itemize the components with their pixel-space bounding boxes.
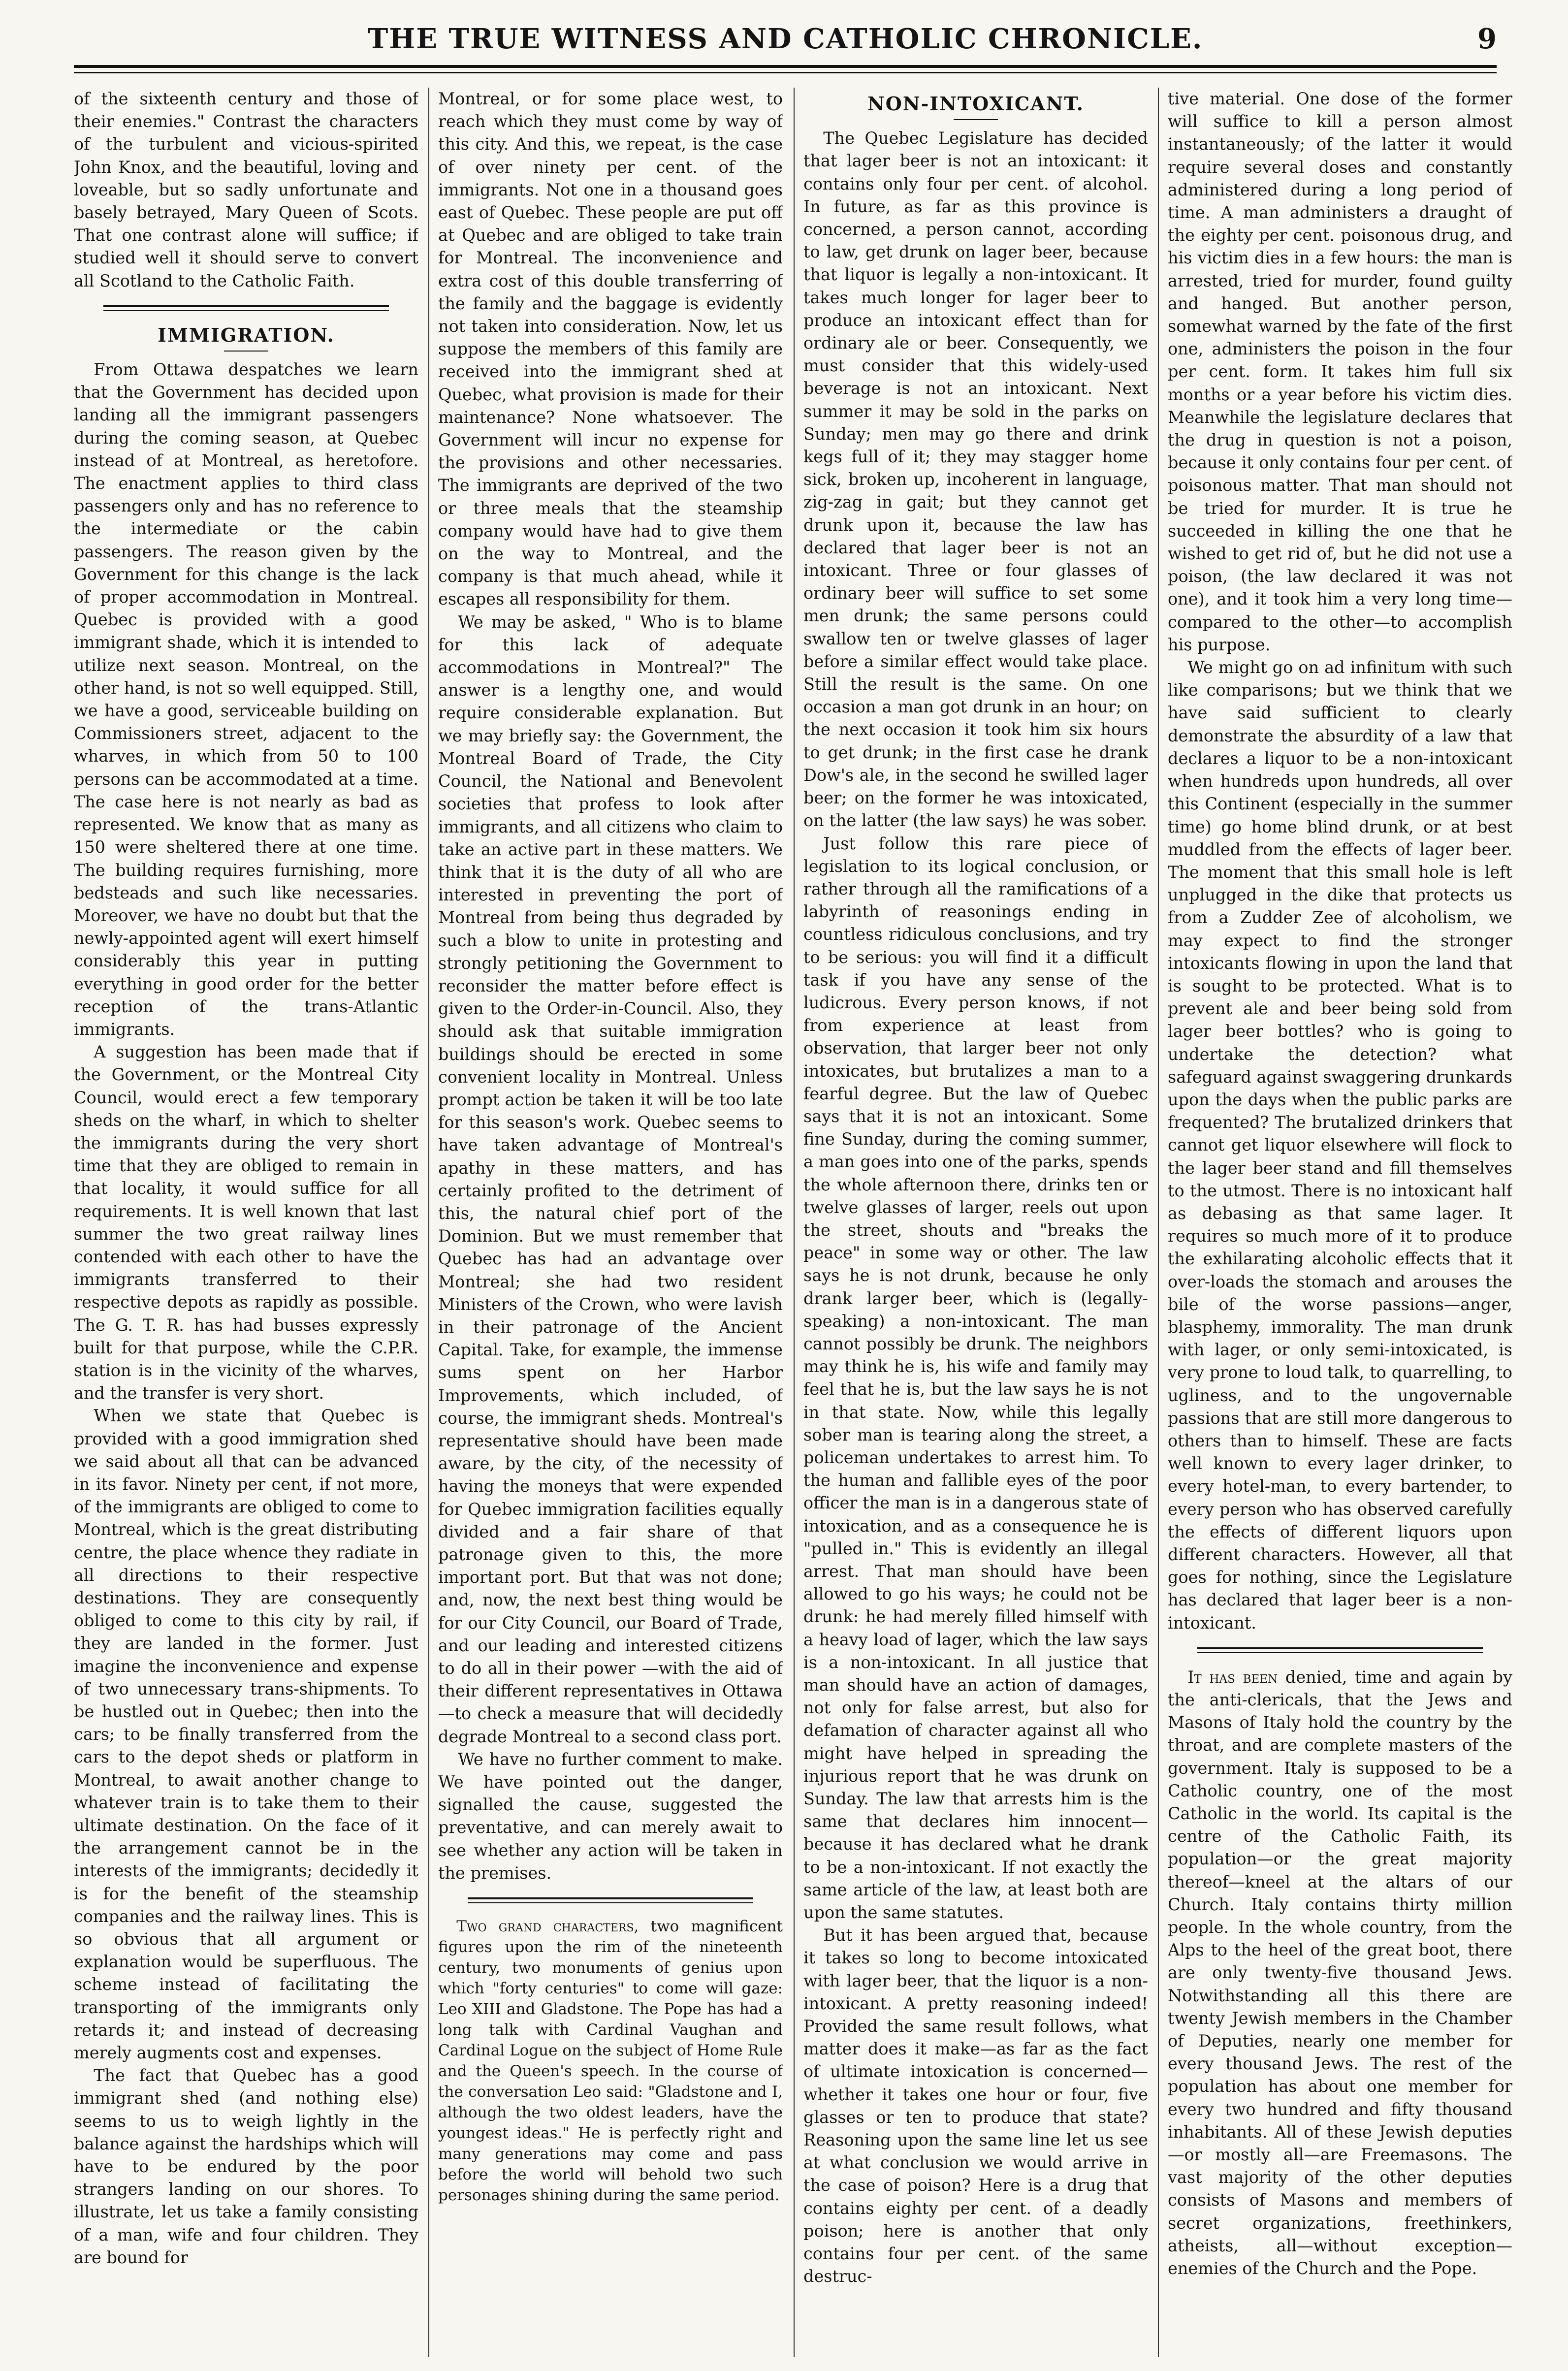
header-rule [74, 65, 1497, 68]
column-4 [1168, 88, 1512, 2357]
paragraph-body: denied, time and again by the anti-clericals, that the Jews and Masons of Italy hold the country by the throat, and are complete masters of the government. Italy is supposed to be a Catholic country, one of the most Catholic in the world. Its capital is the centre of the Catholic Faith, its population—or the great majority thereof—kneel at the altars of our Church. Italy contains thirty million people. In the whole country, from the Alps to the heel of the great boot, there are only twenty-five thousand Jews. Notwithstanding all this there are twenty Jewish members in the Chamber of Deputies, nearly one member for every thousand Jews. The rest of the population has about one member for every two hundred and fifty thousand inhabitants. All of these Jewish deputies—or mostly all—are Freemasons. The vast majority of the other deputies consists of Masons and members of secret organizations, freethinkers, atheists, all—without exception—enemies of the Church and the Pope. [1168, 1667, 1512, 2278]
paragraph: Just follow this rare piece of legislation to its logical conclusion, or rather through all the ramifications of a labyrinth of reasonings ending in countless ridiculous conclusions, and try to be serious: you will find it a difficult task if you have any sense of the ludicrous. Every person knows, if not from experience at least from observation, that larger beer not only intoxicates, but brutalizes a man to a fearful degree. But the law of Quebec says that it is not an intoxicant. Some fine Sunday, during the coming summer, a man goes into one of the parks, spends the whole afternoon there, drinks ten or twelve glasses of larger, reels out upon the street, shouts and "breaks the peace" in some way or other. The law says he is not drunk, because he only drank larger beer, which is (legally-speaking) a non-intoxicant. The man cannot possibly be drunk. The neighbors may think he is, his wife and family may feel that he is, but the law says he is not in that state. Now, while this legally sober man is tearing along the street, a policeman undertakes to arrest him. To the human and fallible eyes of the poor officer the man is in a dangerous state of intoxication, and as a consequence he is "pulled in." This is evidently an illegal arrest. That man should have been allowed to go his ways; he could not be drunk: he had merely filled himself with a heavy load of lager, which the law says is a non-intoxicant. In all justice that man should have an action of damages, not only for false arrest, but also for defamation of character against all who might have helped in spreading the injurious report that he was drunk on Sunday. The law that arrests him is the same that declares him innocent—because it has declared what he drank to be a non-intoxicant. If not exactly the same article of the law, at least both are upon the same statutes. [803, 833, 1148, 1922]
column-2 [438, 88, 783, 2357]
column-divider [428, 88, 429, 2357]
paragraph: A suggestion has been made that if the Government, or the Montreal City Council, would erect a few temporary sheds on the wharf, in which to shelter the immigrants during the very short time that they are obliged to remain in that locality, it would suffice for all requirements. It is well known that last summer the two great railway lines contended with each other to have the immigrants transferred to their respective depots as rapidly as possible. The G. T. R. has had busses expressly built for that purpose, while the C.P.R. station is in the vicinity of the wharves, and the transfer is very short. [74, 1042, 418, 1403]
page-number: 9 [1477, 23, 1497, 55]
column-1 [74, 88, 418, 2357]
paragraph: We might go on ad infinitum with such like comparisons; but we think that we have said sufficient to clearly demonstrate the absurdity of a law that declares a liquor to be a non-intoxicant when hundreds upon hundreds, all over this Continent (especially in the summer time) go home blind drunk, or at best muddled from the effects of lager beer. The moment that this small hole is left unplugged in the dike that protects us from a Zudder Zee of alcoholism, we may expect to find the stronger intoxicants flowing in upon the land that is sought to be protected. What is to prevent ale and beer being sold from lager beer bottles? who is going to undertake the detection? what safeguard against swaggering drunkards upon the days when the public parks are frequented? The brutalized drinkers that cannot get liquor elsewhere will flock to the lager beer stand and fill themselves to the utmost. There is no intoxicant half as debasing as that same lager. It requires so much more of it to produce the exhilarating alcoholic effects that it over-loads the stomach and arouses the bile of the worse passions—anger, blasphemy, immorality. The man drunk with lager, or only semi-intoxicated, is very prone to loud talk, to quarrelling, to ugliness, and to the ungovernable passions that are still more dangerous to others than to himself. These are facts well known to every lager drinker, to every hotel-man, to every bartender, to every person who has observed carefully the effects of different liquors upon different characters. However, all that goes for nothing, since the Legislature has declared that lager beer is a non-intoxicant. [1168, 658, 1512, 1633]
column-divider [1158, 88, 1159, 2357]
article-heading-non-intoxicant: NON-INTOXICANT. [867, 93, 1084, 115]
paragraph: From Ottawa despatches we learn that the Government has decided upon landing all the immigrant passengers during the coming season, at Quebec instead of at Montreal, as heretofore. The enactment applies to third class passengers only and has no reference to the intermediate or the cabin passengers. The reason given by the Government for this change is the lack of proper accommodation in Montreal. Quebec is provided with a good immigrant shade, which it is intended to utilize next season. Montreal, on the other hand, is not so well equipped. Still, we have a good, serviceable building on Commissioners street, adjacent to the wharves, in which from 50 to 100 persons can be accommodated at a time. The case here is not nearly as bad as represented. We know that as many as 150 were sheltered there at one time. The building requires furnishing, more bedsteads and such like necessaries. Moreover, we have no doubt but that the newly-appointed agent will exert himself considerably this year in putting everything in good order for the better reception of the trans-Atlantic immigrants. [74, 360, 418, 1039]
lead-in: It has been [1187, 1667, 1278, 1687]
newspaper-title: THE TRUE WITNESS AND CATHOLIC CHRONICLE. [367, 23, 1203, 55]
heading-rule [954, 119, 998, 120]
paragraph: When we state that Quebec is provided with a good immigration shed we said about all that can be advanced in its favor. Ninety per cent, if not more, of the immigrants are obliged to come to Montreal, which is the great distributing centre, the place whence they radiate in all directions to their respective destinations. They are consequently obliged to come to this city by rail, if they are landed in the former. Just imagine the inconvenience and expense of two unnecessary trans-shipments. To be hustled out in Quebec; then into the cars; to be finally transferred from the cars to the depot sheds or platform in Montreal, to await another change to whatever train is to take them to their ultimate destination. On the face of it the arrangement cannot be in the interests of the immigrants; decidedly it is for the benefit of the steamship companies and the railway lines. This is so obvious that all argument or explanation would be superfluous. The scheme instead of facilitating the transporting of the immigrants only retards it; and instead of decreasing merely augments cost and expenses. [74, 1406, 418, 2063]
column-divider [794, 88, 795, 2357]
column-3 [803, 88, 1148, 2357]
paragraph-italy [1168, 1666, 1512, 2280]
paragraph: But it has been argued that, because it takes so long to become intoxicated with lager beer, that the liquor is a non-intoxicant. A pretty reasoning indeed! Provided the same result follows, what matter does it make—as far as the fact of ultimate intoxication is concerned—whether it takes one hour or four, five glasses or ten to produce that state? Reasoning upon the same line let us see at what conclusion we would arrive in the case of poison? Here is a drug that contains eighty per cent. of a deadly poison; here is another that only contains four per cent. of the same destruc- [803, 1925, 1148, 2286]
section-separator [468, 1897, 753, 1903]
paragraph-two-grand-characters [438, 1916, 783, 2206]
paragraph: We have no further comment to make. We have pointed out the danger, signalled the cause, suggested the preventative, and can merely await to see whether any action will be taken in the premises. [438, 1749, 783, 1883]
paragraph: tive material. One dose of the former will suffice to kill a person almost instantaneously; of the latter it would require several doses and constantly administered during a long period of time. A man administers a draught of the eighty per cent. poisonous drug, and his victim dies in a few hours: the man is arrested, tried for murder, found guilty and hanged. But another person, somewhat warned by the fate of the first one, administers the poison in the four per cent. form. It takes him full six months or a year before his victim dies. Meanwhile the legislature declares that the drug in question is not a poison, because it only contains four per cent. of poisonous matter. That man should not be tried for murder. It is true he succeeded in killing the one that he wished to get rid of, but he did not use a poison, (the law declared it was not one), and it took him a very long time—compared to the other—to accomplish his purpose. [1168, 89, 1512, 654]
heading-rule [224, 351, 268, 352]
paragraph: Montreal, or for some place west, to reach which they must come by way of this city. And this, we repeat, is the case of over ninety per cent. of the immigrants. Not one in a thousand goes east of Quebec. These people are put off at Quebec and are obliged to take train for Montreal. The inconvenience and extra cost of this double transferring of the family and the baggage is evidently not taken into consideration. Now, let us suppose the members of this family are received into the immigrant shed at Quebec, what provision is made for their maintenance? None whatsoever. The Government will incur no expense for the provisions and other necessaries. The immigrants are deprived of the two or three meals that the steamship company would have had to give them on the way to Montreal, and the company is that much ahead, while it escapes all responsibility for them. [438, 89, 783, 609]
paragraph: The Quebec Legislature has decided that lager beer is not an intoxicant: it contains only four per cent. of alcohol. In future, as far as this province is concerned, a person cannot, according to law, get drunk on lager beer, because that liquor is legally a non-intoxicant. It takes much longer for lager beer to produce an intoxicant effect than for ordinary ale or beer. Consequently, we must consider that this widely-used beverage is not an intoxicant. Next summer it may be sold in the parks on Sunday; men may go there and drink kegs full of it; they may stagger home sick, broken up, incoherent in language, zig-zag in gait; but they cannot get drunk upon it, because the law has declared that lager beer is not an intoxicant. Three or four glasses of ordinary beer will suffice to set some men drunk; the same persons could swallow ten or twelve glasses of lager before a similar effect would take place. Still the result is the same. On one occasion a man got drunk in an hour; on the next occasion it took him six hours to get drunk; in the first case he drank Dow's ale, in the second he swilled lager beer; on the former he was intoxicated, on the latter (the law says) he was sober. [803, 128, 1148, 831]
lead-in: Two grand characters, [456, 1918, 639, 1936]
article-heading-immigration: IMMIGRATION. [158, 323, 335, 346]
paragraph-body: two magnificent figures upon the rim of the nineteenth century, two monuments of genius upon which "forty centuries" to come will gaze: Leo XIII and Gladstone. The Pope has had a long talk with Cardinal Vaughan and Cardinal Logue on the subject of Home Rule and the Queen's speech. In the course of the conversation Leo said: "Gladstone and I, although the two oldest leaders, have the youngest ideas." He is perfectly right and many generations may come and pass before the world will behold two such personages shining during the same period. [438, 1918, 783, 2205]
section-separator [1197, 1647, 1483, 1653]
header-rule-thin [74, 72, 1497, 73]
page-header [74, 17, 1497, 61]
article-continuation: of the sixteenth century and those of their enemies." Contrast the characters of the turbulent and vicious-spirited John Knox, and the beautiful, loving and loveable, but so sadly unfortunate and basely betrayed, Mary Queen of Scots. That one contrast alone will suffice; if studied well it should serve to convert all Scotland to the Catholic Faith. [74, 89, 418, 290]
paragraph: The fact that Quebec has a good immigrant shed (and nothing else) seems to us to weigh lightly in the balance against the hardships which will have to be endured by the poor strangers landing on our shores. To illustrate, let us take a family consisting of a man, wife and four children. They are bound for [74, 2066, 418, 2267]
paragraph: We may be asked, " Who is to blame for this lack of adequate accommodations in Montreal?" The answer is a lengthy one, and would require considerable explanation. But we may briefly say: the Government, the Montreal Board of Trade, the City Council, the National and Benevolent societies that profess to look after immigrants, and all citizens who claim to take an active part in these matters. We think that it is the duty of all who are interested in preventing the port of Montreal from being thus degraded by such a blow to unite in protesting and strongly petitioning the Government to reconsider the matter before effect is given to the Order-in-Council. Also, they should ask that suitable immigration buildings should be erected in some convenient locality in Montreal. Unless prompt action be taken it will be too late for this season's work. Quebec seems to have taken advantage of Montreal's apathy in these matters, and has certainly profited to the detriment of this, the natural chief port of the Dominion. But we must remember that Quebec has had an advantage over Montreal; she had two resident Ministers of the Crown, who were lavish in their patronage of the Ancient Capital. Take, for example, the immense sums spent on her Harbor Improvements, which included, of course, the immigrant sheds. Montreal's representative should have been made aware, by the city, of the necessity of having the moneys that were expended for Quebec immigration facilities equally divided and a fair share of that patronage given to this, the more important port. But that was not done; and, now, the next best thing would be for our City Council, our Board of Trade, and our leading and interested citizens to do all in their power —with the aid of their different representatives in Ottawa—to check a measure that will decidedly degrade Montreal to a second class port. [438, 612, 783, 1746]
section-separator [103, 305, 389, 311]
